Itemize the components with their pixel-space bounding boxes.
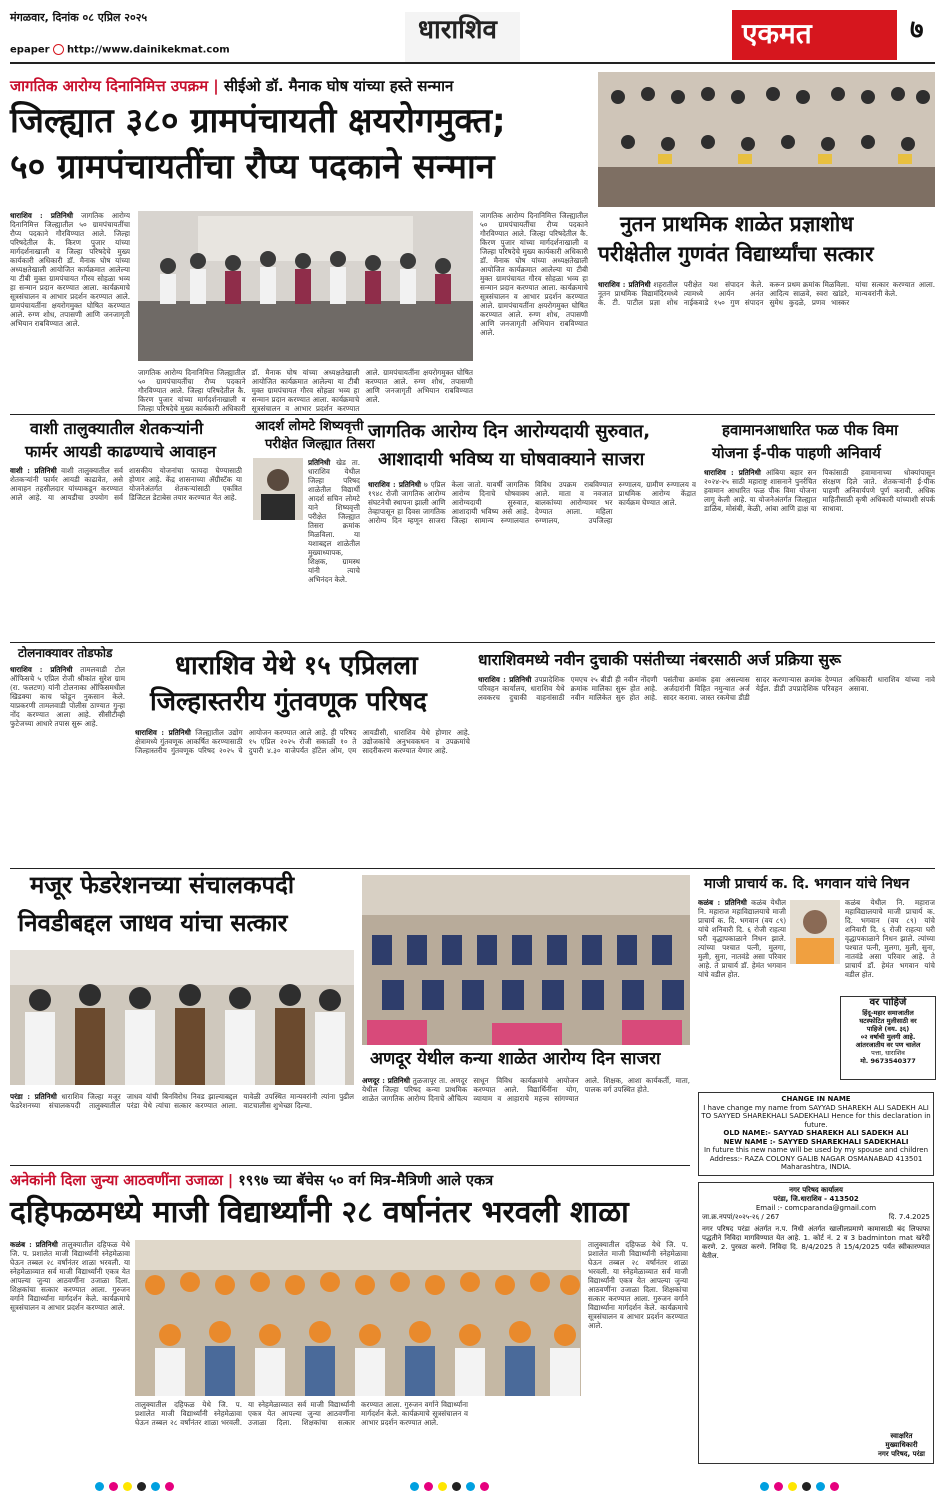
nidhan-body-text: कळंब येथील नि. महाराज महाविद्यालयाचे माजी प्राचार्य क. दि. भगवान (वय ८९) यांचे शनिवारी दि. ६ रोजी राहत्या घरी वृद्धापकाळाने निधन झाले. त्यांच्या पश्चात पत्नी, मुलगा, मुली, सुना, नातवंडे असा परिवार आहे. ते प्राचार्य डॉ. हेमंत भगवान यांचे वडील होत.	[698, 898, 786, 979]
color-dot	[452, 1482, 461, 1491]
andur-byline: अणदूर : प्रतिनिधी	[362, 1076, 410, 1085]
lead-kicker	[10, 76, 453, 96]
rule-3	[10, 868, 935, 869]
ad-tender-sign1: स्वाक्षरित	[890, 1432, 913, 1440]
lomate-byline: प्रतिनिधी	[308, 458, 331, 467]
hawaman-headline-2: योजना ई-पीक पाहणी अनिवार्य	[712, 444, 881, 462]
site-url[interactable]: http://www.dainikekmat.com	[66, 44, 230, 56]
federation-headline-1: मजूर फेडरेशनच्या संचालकपदी	[30, 871, 295, 899]
arogya-headline-1: जागतिक आरोग्य दिन आरोग्यदायी सुरुवात,	[368, 421, 651, 442]
federation-photo-art	[10, 950, 354, 1085]
ad-tender-ref: जा.क्र.नपपां/२०२५-२६ / 267	[702, 1213, 780, 1221]
masthead-rule	[10, 62, 935, 64]
rule-1	[10, 414, 935, 415]
andur-photo	[362, 875, 690, 1045]
rule-4	[10, 1165, 690, 1166]
lead-byline: धाराशिव : प्रतिनिधी	[10, 211, 74, 220]
ad-var-line4: ०२ वर्षाची मुलगी आहे.	[860, 1033, 916, 1041]
lead-photo	[138, 211, 473, 361]
lead-headline-2: ५० ग्रामपंचायतींचा रौप्य पदकाने सन्मान	[10, 147, 495, 187]
masthead	[10, 8, 935, 68]
ad-change-note: In future this new name will be used by my spouse and children	[703, 1146, 929, 1154]
page-number: ७	[910, 15, 924, 45]
color-dot	[137, 1482, 146, 1491]
lomate-photo	[253, 458, 303, 520]
color-dot	[802, 1482, 811, 1491]
dahifal-body-bottom	[135, 1400, 581, 1462]
dahifal-kicker-red: अनेकांनी दिला जुन्या आठवणींना उजाळा |	[10, 1173, 234, 1189]
dahifal-byline: कळंब : प्रतिनिधी	[10, 1240, 58, 1249]
arogya-body-text: ७ एप्रिल १९४८ रोजी जागतिक आरोग्य संघटनेची स्थापना झाली आणि तेव्हापासून हा दिवस जागतिक आरोग्य दिन म्हणून साजरा केला जातो. यावर्षी जागतिक आरोग्य दिनाचे घोषवाक्य आरोग्यदायी सुरुवात, आशादायी भविष्य असे आहे. जिल्हा सामान्य रुग्णालयात विविध उपक्रम राबविण्यात आले. माता व नवजात बालकांच्या आरोग्यावर भर देण्यात आला. महिला रुग्णालय, उपजिल्हा रुग्णालय, ग्रामीण रुग्णालय व प्राथमिक आरोग्य केंद्रात कार्यक्रम घेण्यात आले.	[368, 480, 696, 525]
hawaman-byline: धाराशिव : प्रतिनिधी	[704, 468, 761, 477]
dahifal-kicker	[10, 1170, 493, 1190]
nutan-photo-art	[598, 72, 935, 207]
hawaman-body	[704, 468, 935, 638]
lead-body-bottom-text: जागतिक आरोग्य दिनानिमित्त जिल्ह्यातील ५० ग्रामपंचायतींचा रौप्य पदकाने गौरविण्यात आले. जिल्हा परिषदेतील कै. किरण पुजार यांच्या मार्गदर्शनाखाली व जिल्हा परिषदेचे मुख्य कार्यकारी अधिकारी डॉ. मैनाक घोष यांच्या अध्यक्षतेखाली आयोजित कार्यक्रमात आलेल्या या टीबी मुक्त ग्रामपंचायत गौरव सोहळा भव्य हा सन्मान प्रदान करण्यात आला. कार्यक्रमाचे सूत्रसंचालन व आभार प्रदर्शन करण्यात आले. ग्रामपंचायतींना क्षयरोगमुक्त घोषित करण्यात आले. रुग्ण शोध, तपासणी आणि जनजागृती अभियान राबविण्यात आले.	[138, 368, 473, 413]
federation-body	[10, 1092, 354, 1160]
nutan-body	[598, 280, 935, 408]
footer-color-marks-right	[760, 1482, 839, 1491]
washi-body	[10, 466, 242, 638]
ad-tender-date: दि. 7.4.2025	[888, 1213, 930, 1221]
dahifal-body-text-3: तालुक्यातील दहिफळ येथे जि. प. प्रशालेत माजी विद्यार्थ्यांनी स्नेहमेळावा घेऊन तब्बल २८ वर्षांनंतर शाळा भरवली. या स्नेहमेळाव्यात सर्व माजी विद्यार्थ्यांनी एकत्र येत आपल्या जुन्या आठवणींना उजाळा दिला. शिक्षकांचा सत्कार करण्यात आला. गुरुजन वर्गाने विद्यार्थ्यांना मार्गदर्शन केले. कार्यक्रमाचे सूत्रसंचालन व आभार प्रदर्शन करण्यात आले.	[135, 1400, 468, 1427]
color-dot	[816, 1482, 825, 1491]
toll-byline: धाराशिव : प्रतिनिधी	[10, 665, 73, 674]
toll-headline: टोलनाक्यावर तोडफोड	[18, 646, 113, 660]
nidhan-photo	[790, 900, 840, 964]
color-dot	[109, 1482, 118, 1491]
lomate-headline-1: आदर्श लोमटे शिष्यवृत्ती	[255, 419, 364, 434]
nutan-photo	[598, 72, 935, 207]
lomate-photo-art	[253, 458, 303, 520]
nidhan-body-text-2: कळंब येथील नि. महाराज महाविद्यालयाचे माजी प्राचार्य क. दि. भगवान (वय ८९) यांचे शनिवारी दि. ६ रोजी राहत्या घरी वृद्धापकाळाने निधन झाले. त्यांच्या पश्चात पत्नी, मुलगा, मुली, सुना, नातवंडे असा परिवार आहे. ते प्राचार्य डॉ. हेमंत भगवान यांचे वडील होत.	[845, 898, 935, 979]
nidhan-byline: कळंब : प्रतिनिधी	[698, 898, 747, 907]
guntavnuk-headline-2: जिल्हास्तरीय गुंतवणूक परिषद	[150, 687, 427, 717]
dahifal-body-text: तालुक्यातील दहिफळ येथे जि. प. प्रशालेत माजी विद्यार्थ्यांनी स्नेहमेळावा घेऊन तब्बल २८ वर्षांनंतर शाळा भरवली. या स्नेहमेळाव्यात सर्व माजी विद्यार्थ्यांनी एकत्र येत आपल्या जुन्या आठवणींना उजाळा दिला. शिक्षकांचा सत्कार करण्यात आला. गुरुजन वर्गाने विद्यार्थ्यांना मार्गदर्शन केले. कार्यक्रमाचे सूत्रसंचालन व आभार प्रदर्शन करण्यात आले.	[10, 1240, 130, 1312]
color-dot	[760, 1482, 769, 1491]
dahifal-headline: दहिफळमध्ये माजी विद्यार्थ्यांनी २८ वर्षानंतर भरवली शाळा	[10, 1195, 629, 1230]
washi-body-text: वाशी तालुक्यातील सर्व शेतकऱ्यांनी फार्मर आयडी काढावेत, असे आवाहन तहसीलदार यांच्याकडून करण्यात आले आहे. या आयडीचा उपयोग सर्व शासकीय योजनांचा फायदा घेण्यासाठी होणार आहे. केंद्र शासनाच्या ॲग्रीस्टॅक या योजनेअंतर्गत शेतकऱ्यांसाठी एकत्रित डिजिटल डेटाबेस तयार करण्यात येत आहे.	[10, 466, 242, 502]
lead-kicker-red: जागतिक आरोग्य दिनानिमित्त उपक्रम |	[10, 77, 219, 95]
ad-var-line1: हिंदू-महार समाजातील	[862, 1009, 914, 1017]
ad-tender	[698, 1182, 934, 1464]
ad-var-phone: मो. 9673540377	[860, 1057, 916, 1065]
ad-tender-refline	[702, 1213, 930, 1222]
guntavnuk-body-text: जिल्ह्यातील उद्योग क्षेत्रामध्ये गुंतवणूक आकर्षित करण्यासाठी जिल्हास्तरीय गुंतवणूक परिषद २०२५ चे आयोजन करण्यात आले आहे. ही परिषद १५ एप्रिल २०२५ रोजी सकाळी १० ते दुपारी ४.३० वाजेपर्यंत हॉटेल ओम, एम आयडीसी, धाराशिव येथे होणार आहे. उद्योजकांचे अनुभवकथन व उपक्रमांचे सादरीकरण करण्यात येणार आहे.	[135, 728, 470, 755]
duchaki-body-text: उपप्रादेशिक परिवहन कार्यालय, धाराशिव येथे लवकरच दुचाकी वाहनांसाठी एमएच २५ बीडी ही नवीन नोंदणी क्रमांक मालिका सुरू होत आहे. नवीन मालिकेत सुरु होत आहे. पसंतीचा क्रमांक हवा असल्यास अर्जदारांनी विहित नमुन्यात अर्ज सादर करावा. जास्त रकमेचा डीडी सादर करणाऱ्यास क्रमांक देण्यात येईल. डीडी उपप्रादेशिक परिवहन अधिकारी धाराशिव यांच्या नावे असावा.	[478, 675, 935, 702]
guntavnuk-body	[135, 728, 470, 866]
dahifal-body-text-2: तालुक्यातील दहिफळ येथे जि. प. प्रशालेत माजी विद्यार्थ्यांनी स्नेहमेळावा घेऊन तब्बल २८ वर्षांनंतर शाळा भरवली. या स्नेहमेळाव्यात सर्व माजी विद्यार्थ्यांनी एकत्र येत आपल्या जुन्या आठवणींना उजाळा दिला. शिक्षकांचा सत्कार करण्यात आला. गुरुजन वर्गाने विद्यार्थ्यांना मार्गदर्शन केले. कार्यक्रमाचे सूत्रसंचालन व आभार प्रदर्शन करण्यात आले.	[588, 1240, 688, 1330]
federation-headline-2: निवडीबद्दल जाधव यांचा सत्कार	[18, 909, 288, 937]
dahifal-body-right	[588, 1240, 688, 1462]
ad-var-line2: घटस्फोटित मुलीसाठी वर	[859, 1017, 917, 1025]
ad-var-title: वर पाहिजे	[869, 997, 907, 1008]
issue-date: मंगळवार, दिनांक ०८ एप्रिल २०२५	[10, 11, 148, 24]
ad-var-pahije	[840, 996, 936, 1080]
federation-byline: परंडा : प्रतिनिधी	[10, 1092, 57, 1101]
andur-photo-art	[362, 875, 690, 1045]
federation-photo	[10, 950, 354, 1085]
hawaman-headline-1: हवामानआधारित फळ पीक विमा	[722, 421, 899, 439]
ad-change-old: OLD NAME:- SAYYAD SHAREKH ALI SADEKH ALI	[723, 1129, 909, 1137]
color-dot	[788, 1482, 797, 1491]
dahifal-photo	[135, 1240, 581, 1396]
ad-change-body: I have change my name from SAYYAD SHAREKH ALI SADEKH ALI TO SAYYED SHAREKHALI SADEKHALI Hence for this declaration in future.	[701, 1103, 931, 1129]
andur-body-text: तुळजापूर ता. अणदूर येथील जिल्हा परिषद कन्या प्राथमिक शाळेत जागतिक आरोग्य दिनाचे औचित्य साधून विविध कार्यक्रमांचे आयोजन करण्यात आले. विद्यार्थिनींना योग, व्यायाम व आहाराचे महत्त्व सांगण्यात आले. शिक्षक, आशा कार्यकर्ती, माता, पालक वर्ग उपस्थित होते.	[362, 1076, 690, 1103]
lead-body-col1	[10, 211, 130, 371]
brand-name: एकमत	[742, 17, 812, 50]
guntavnuk-headline-1: धाराशिव येथे १५ एप्रिलला	[175, 651, 418, 681]
ad-change-name	[698, 1092, 934, 1176]
color-dot	[123, 1482, 132, 1491]
ad-var-line3: पाहिजे (वय. ३६)	[866, 1025, 910, 1033]
nutan-headline-2: परीक्षेतील गुणवंत विद्यार्थ्यांचा सत्कार	[598, 242, 874, 266]
lomate-headline-2: परीक्षेत जिल्ह्यात तिसरा	[265, 437, 375, 452]
federation-body-text: धाराशिव जिल्हा मजूर फेडरेशनच्या संचालकपदी तालुक्यातील जाधव यांची बिनविरोध निवड झाल्याबद्दल परंडा येथे त्यांचा सत्कार करण्यात आला. यावेळी उपस्थित मान्यवरांनी त्यांना पुढील वाटचालीस शुभेच्छा दिल्या.	[10, 1092, 354, 1110]
ad-var-line6: पत्ता, धाराशिव	[871, 1049, 905, 1057]
lead-headline-1: जिल्ह्यात ३८० ग्रामपंचायती क्षयरोगमुक्त;	[10, 101, 506, 141]
ad-var-line5: आंतरजातीय वर पण चालेल	[855, 1041, 921, 1049]
color-dot	[410, 1482, 419, 1491]
color-dot	[466, 1482, 475, 1491]
andur-headline: अणदूर येथील कन्या शाळेत आरोग्य दिन साजरा	[370, 1049, 661, 1069]
color-dot	[165, 1482, 174, 1491]
nidhan-body-col2	[845, 898, 935, 990]
lead-body-continued: जागतिक आरोग्य दिनानिमित्त जिल्ह्यातील ५० ग्रामपंचायतींचा रौप्य पदकाने गौरविण्यात आले. जिल्हा परिषदेतील कै. किरण पुजार यांच्या मार्गदर्शनाखाली व जिल्हा परिषदेचे मुख्य कार्यकारी अधिकारी डॉ. मैनाक घोष यांच्या अध्यक्षतेखाली आयोजित कार्यक्रमात आलेल्या या टीबी मुक्त ग्रामपंचायत गौरव सोहळा भव्य हा सन्मान प्रदान करण्यात आला. कार्यक्रमाचे सूत्रसंचालन व आभार प्रदर्शन करण्यात आले. ग्रामपंचायतींना क्षयरोगमुक्त घोषित करण्यात आले. रुग्ण शोध, तपासणी आणि जनजागृती अभियान राबविण्यात आले.	[480, 211, 588, 337]
color-dot	[95, 1482, 104, 1491]
toll-body-text: तामलवाडी टोल ऑफिसचे ५ एप्रिल रोजी श्रीकांत सुरेश ग्राम (रा. फलटण) यांनी टोलनाका ऑफिसमधील खिडक्या काच फोडून नुकसान केले. याप्रकरणी तामलवाडी पोलीस ठाण्यात गुन्हा नोंद करण्यात आला आहे. सीसीटीव्ही फुटेजच्या आधारे तपास सुरू आहे.	[10, 665, 125, 728]
color-dot	[480, 1482, 489, 1491]
dahifal-photo-art	[135, 1240, 581, 1396]
arogya-byline: धाराशिव : प्रतिनिधी	[368, 480, 422, 489]
andur-body	[362, 1076, 690, 1160]
nutan-body-text: शहरातील नूतन प्राथमिक विद्यामंदिरमध्ये के. टी. पाटील प्रज्ञा शोध परीक्षेत यश संपादन केले. त्यामध्ये आर्यन अनंत नाईकवाडे १५० गुण संपादन करून प्रथम क्रमांक मिळविला. आदित्य साळवे, स्वरा खांडरे, सुमेध कुदळे, प्रणव भास्कर यांचा सत्कार करण्यात आला. मान्यवरांनी केले.	[598, 280, 935, 307]
ad-tender-sign2: मुख्याधिकारी	[885, 1441, 918, 1449]
section-title: धाराशिव	[418, 15, 497, 45]
ad-change-title: CHANGE IN NAME	[781, 1095, 851, 1103]
dahifal-body-left	[10, 1240, 130, 1462]
color-dot	[774, 1482, 783, 1491]
lead-body-col5	[480, 211, 588, 436]
arogya-headline-2: आशादायी भविष्य या घोषवाक्याने साजरा	[378, 449, 645, 470]
ad-change-new: NEW NAME :- SAYYED SHAREKHALI SADEKHALI	[723, 1137, 909, 1146]
ad-tender-sign	[878, 1432, 925, 1459]
washi-headline-2: फार्मर आयडी काढण्याचे आवाहन	[25, 442, 217, 461]
ad-tender-place: परंडा, जि.धाराशिव - 413502	[773, 1195, 859, 1203]
epaper-label: epaper	[10, 44, 50, 56]
color-dot	[830, 1482, 839, 1491]
ad-tender-office: नगर परिषद कार्यालय	[789, 1186, 843, 1194]
nidhan-headline: माजी प्राचार्य क. दि. भगवान यांचे निधन	[704, 876, 910, 892]
lead-story	[10, 76, 590, 436]
lomate-body	[308, 458, 360, 638]
lomate-body-text: खेड ता. धाराशिव येथील जिल्हा परिषद शाळेतील विद्यार्थी आदर्श सचिन लोमटे याने शिष्यवृत्ती परीक्षेत जिल्ह्यात तिसरा क्रमांक मिळविला. या यशाबद्दल शाळेतील मुख्याध्यापक, शिक्षक, ग्रामस्थ यांनी त्याचे अभिनंदन केले.	[308, 458, 360, 584]
color-dot	[438, 1482, 447, 1491]
globe-icon	[53, 44, 64, 55]
lead-photo-art	[138, 211, 473, 361]
duchaki-byline: धाराशिव : प्रतिनिधी	[478, 675, 532, 684]
color-dot	[151, 1482, 160, 1491]
nutan-headline-1: नुतन प्राथमिक शाळेत प्रज्ञाशोध	[620, 212, 854, 236]
nidhan-photo-art	[790, 900, 840, 964]
arogya-body	[368, 480, 696, 638]
duchaki-headline: धाराशिवमध्ये नवीन दुचाकी पसंतीच्या नंबरसाठी अर्ज प्रक्रिया सुरू	[478, 651, 841, 669]
toll-body	[10, 665, 125, 865]
washi-byline: वाशी : प्रतिनिधी	[10, 466, 57, 475]
epaper-link[interactable]	[10, 44, 230, 56]
brand-logo	[732, 10, 897, 60]
ad-tender-email: Email :- comcparanda@gmail.com	[755, 1204, 877, 1212]
ad-tender-sign3: नगर परिषद, परंडा	[877, 1450, 925, 1458]
guntavnuk-byline: धाराशिव : प्रतिनिधी	[135, 728, 191, 737]
footer-color-marks-center	[410, 1482, 489, 1491]
nutan-byline: धाराशिव : प्रतिनिधी	[598, 280, 651, 289]
ad-tender-body: नगर परिषद परंडा अंतर्गत न.प. निधी अंतर्गत खालीलप्रमाणे कामासाठी बंद लिफाफा पद्धतीने निविदा मागविण्यात येत आहे. 1. कोर्ट नं. 2 व 3 badminton mat खरेदी करणे. 2. पुरवठा करणे. निविदा दि. 8/4/2025 ते 15/4/2025 पर्यंत स्वीकारण्यात येतील.	[702, 1225, 930, 1260]
hawaman-body-text: आंबिया बहार सन २०२४-२५ साठी महाराष्ट्र शासनाने पुनर्रचित हवामान आधारित फळ पीक विमा योजना लागू केली आहे. या योजनेअंतर्गत जिल्ह्यात डाळिंब, मोसंबी, केळी, आंबा आणि द्राक्ष या पिकांसाठी हवामानाच्या धोक्यांपासून संरक्षण दिले जाते. शेतकऱ्यांनी ई-पीक पाहणी अनिवार्यपणे पूर्ण करावी. अधिक माहितीसाठी कृषी अधिकारी यांच्याशी संपर्क साधावा.	[704, 468, 935, 513]
rule-2	[10, 642, 935, 643]
duchaki-body	[478, 675, 935, 866]
ad-change-address: Address:- RAZA COLONY GALIB NAGAR OSMANABAD 413501 Maharashtra, INDIA.	[709, 1154, 923, 1171]
nidhan-body-col1	[698, 898, 786, 1058]
footer-color-marks-left	[95, 1482, 174, 1491]
lead-kicker-black: सीईओ डॉ. मैनाक घोष यांच्या हस्ते सन्मान	[224, 77, 454, 95]
washi-headline-1: वाशी तालुक्यातील शेतकऱ्यांनी	[30, 419, 204, 438]
color-dot	[424, 1482, 433, 1491]
lead-body: जागतिक आरोग्य दिनानिमित्त जिल्ह्यातील ५० ग्रामपंचायतींचा रौप्य पदकाने गौरविण्यात आले. जिल्हा परिषदेतील कै. किरण पुजार यांच्या मार्गदर्शनाखाली व जिल्हा परिषदेचे मुख्य कार्यकारी अधिकारी डॉ. मैनाक घोष यांच्या अध्यक्षतेखाली आयोजित कार्यक्रमात आलेल्या या टीबी मुक्त ग्रामपंचायत गौरव सोहळा भव्य हा सन्मान प्रदान करण्यात आला. कार्यक्रमाचे सूत्रसंचालन व आभार प्रदर्शन करण्यात आले. ग्रामपंचायतींना क्षयरोगमुक्त घोषित करण्यात आले. रुग्ण शोध, तपासणी आणि जनजागृती अभियान राबविण्यात आले.	[10, 211, 130, 328]
dahifal-kicker-black: १९९७ च्या बॅचेस ५० वर्ग मित्र-मैत्रिणी आले एकत्र	[238, 1173, 494, 1189]
